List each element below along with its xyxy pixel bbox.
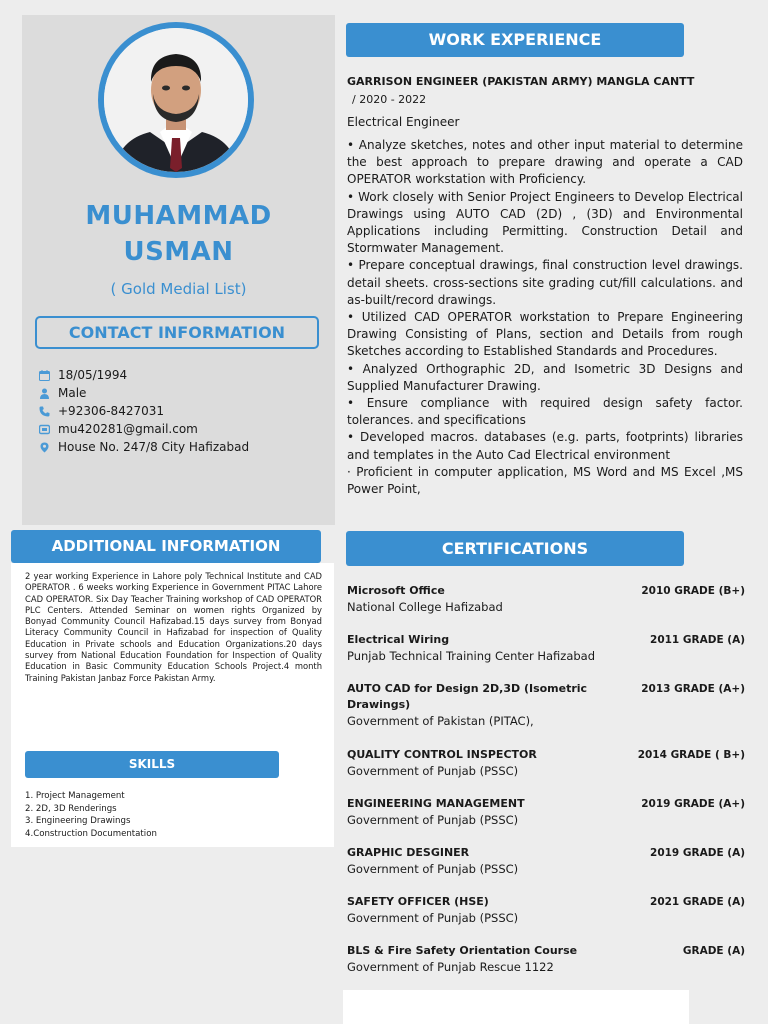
work-bullet: • Prepare conceptual drawings, final construction level drawings. detail sheets. cross-sections site grading cut/fill calculations. and as-built/record drawings.: [347, 258, 743, 307]
skill-item: 3. Engineering Drawings: [25, 816, 131, 826]
certification-item: [347, 943, 745, 976]
email-icon: [38, 423, 50, 435]
certifications-header: CERTIFICATIONS: [346, 531, 684, 566]
name-line-2: USMAN: [123, 237, 234, 267]
certification-org: Government of Punjab (PSSC): [347, 911, 519, 925]
work-bullet: • Ensure compliance with required design safety factor. tolerances. and specifications: [347, 396, 743, 428]
work-dates: / 2020 - 2022: [352, 93, 427, 106]
certification-item: [347, 747, 745, 780]
contact-item-address: [38, 438, 249, 456]
profile-photo: [104, 28, 248, 172]
certification-org: Government of Punjab (PSSC): [347, 862, 519, 876]
certification-item: [347, 796, 745, 829]
contact-gender: Male: [58, 386, 87, 400]
additional-info-header: ADDITIONAL INFORMATION: [11, 530, 321, 563]
skills-header: SKILLS: [25, 751, 279, 778]
contact-email[interactable]: mu420281@gmail.com: [58, 422, 198, 436]
certification-item: [347, 583, 745, 616]
additional-info-text: 2 year working Experience in Lahore poly Technical Institute and CAD OPERATOR . 6 weeks working Experience in Government PITAC Lahore CAD OPERATOR. Six Day Teacher Training workshop of CAD OPERATOR PLC Centers. Attended Seminar on women rights Organized by Bonyad Community Council Hafizabad.15 days survey from Bonyad Literacy Community Council in Hafizabad for inspection of Quality Education in Private schools and Education Organizations.20 days survey from National Education Foundation for Inspection of Quality Education in Basic Community Education Schools Project.4 month Training Pakistan Janbaz Force Pakistan Army.: [25, 571, 322, 683]
certification-org: Government of Punjab (PSSC): [347, 813, 519, 827]
skill-item: 4.Construction Documentation: [25, 828, 157, 839]
certification-org: Government of Punjab (PSSC): [347, 764, 519, 778]
work-bullet: • Utilized CAD OPERATOR workstation to Prepare Engineering Drawing Consisting of Plans, section and Details from rough Sketches according to Established Standards and Procedures.: [347, 310, 743, 359]
certification-title: GRAPHIC DESGINER: [347, 846, 470, 859]
contact-item-phone: [38, 402, 249, 420]
certification-title: ENGINEERING MANAGEMENT: [347, 797, 525, 810]
work-role: Electrical Engineer: [347, 115, 460, 129]
certification-item: [347, 681, 745, 730]
certification-grade: 2011 GRADE (A): [650, 634, 745, 646]
certification-title: BLS & Fire Safety Orientation Course: [347, 944, 578, 957]
certification-org: Punjab Technical Training Center Hafizabad: [347, 649, 596, 663]
certification-title: Electrical Wiring: [347, 633, 450, 646]
contact-item-gender: [38, 384, 249, 402]
work-bullets: [347, 137, 743, 498]
location-icon: [38, 441, 50, 453]
certification-title: Microsoft Office: [347, 584, 445, 597]
contact-dob: 18/05/1994: [58, 368, 128, 382]
certification-grade: GRADE (A): [682, 945, 745, 957]
work-bullet: • Developed macros. databases (e.g. parts, footprints) libraries and templates in the Auto Cad Electrical environment: [347, 430, 743, 462]
calendar-icon: [38, 369, 50, 381]
skill-item: 1. Project Management: [25, 791, 125, 801]
certification-title: SAFETY OFFICER (HSE): [347, 895, 489, 908]
certification-grade: 2019 GRADE (A+): [641, 798, 745, 810]
contact-item-email: [38, 420, 249, 438]
work-bullet: · Proficient in computer application, MS Word and MS Excel ,MS Power Point,: [347, 464, 743, 497]
work-employer: GARRISON ENGINEER (PAKISTAN ARMY) MANGLA CANTT: [347, 75, 695, 88]
certification-grade: 2013 GRADE (A+): [641, 683, 745, 695]
skills-list: [25, 790, 157, 840]
contact-list: [38, 366, 249, 456]
certification-org: Government of Pakistan (PITAC),: [347, 714, 534, 728]
certification-title: QUALITY CONTROL INSPECTOR: [347, 748, 537, 761]
work-experience-header: WORK EXPERIENCE: [346, 23, 684, 57]
contact-phone[interactable]: +92306-8427031: [58, 404, 165, 418]
work-bullet: • Work closely with Senior Project Engineers to Develop Electrical Drawings using AUTO CAD (2D) , (3D) and Environmental Applications including Permitting. Construction Detail and Stormwater Management.: [347, 189, 743, 256]
work-bullet: • Analyzed Orthographic 2D, and Isometric 3D Designs and Supplied Manufacturer Drawing.: [347, 361, 743, 393]
certification-grade: 2019 GRADE (A): [650, 847, 745, 859]
person-icon: [38, 387, 50, 399]
contact-header: CONTACT INFORMATION: [35, 316, 319, 349]
certification-grade: 2014 GRADE ( B+): [637, 749, 745, 761]
certification-item: [347, 845, 745, 878]
certification-grade: 2021 GRADE (A): [650, 896, 745, 908]
footer-blank-box: [343, 990, 689, 1024]
certification-org: Government of Punjab Rescue 1122: [347, 960, 554, 974]
name-line-1: MUHAMMAD: [85, 201, 272, 231]
certification-title: AUTO CAD for Design 2D,3D (Isometric Drawings): [347, 682, 588, 711]
contact-item-dob: [38, 366, 249, 384]
work-bullet: • Analyze sketches, notes and other input material to determine the best approach to prepare drawing and operate a CAD OPERATOR workstation with Proficiency.: [347, 138, 743, 187]
profile-name: [22, 198, 335, 270]
certification-item: [347, 632, 745, 665]
certification-grade: 2010 GRADE (B+): [641, 585, 745, 597]
contact-address: House No. 247/8 City Hafizabad: [58, 440, 250, 454]
certification-item: [347, 894, 745, 927]
phone-icon: [38, 405, 50, 417]
certification-org: National College Hafizabad: [347, 600, 503, 614]
profile-subtitle: ( Gold Medial List): [110, 280, 247, 298]
skill-item: 2. 2D, 3D Renderings: [25, 803, 117, 814]
